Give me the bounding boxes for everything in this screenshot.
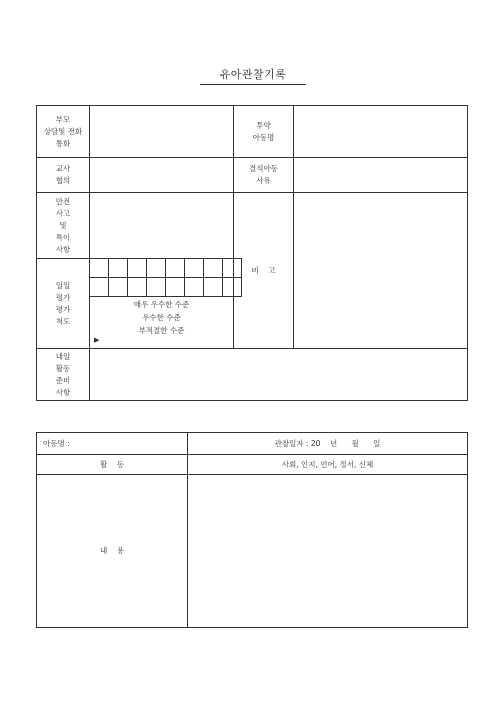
content-label: 내 용	[37, 475, 188, 628]
eval-grid-cell[interactable]	[147, 278, 166, 297]
scale-excellent: 매우 우수한 수준	[133, 300, 190, 309]
eval-grid-cell[interactable]	[128, 259, 147, 278]
domains-label: 사회, 인지, 언어, 정서, 신체	[188, 455, 468, 475]
eval-grid-cell[interactable]	[128, 278, 147, 297]
eval-grid-cell[interactable]	[109, 278, 128, 297]
page-title: 유아관찰기록	[219, 68, 287, 81]
remarks-field[interactable]	[294, 193, 468, 349]
eval-grid-cell[interactable]	[90, 278, 109, 297]
eval-grid-cell[interactable]	[90, 259, 109, 278]
absence-field[interactable]	[294, 158, 468, 193]
content-field[interactable]	[188, 475, 468, 628]
eval-grid-cell[interactable]	[166, 259, 185, 278]
child-name-label: 아동명 :	[37, 433, 188, 455]
title-underline	[200, 84, 306, 85]
activity-label: 활 동	[37, 455, 188, 475]
eval-scale-legend	[90, 298, 233, 337]
safety-field[interactable]	[90, 193, 234, 259]
tomorrow-prep-field[interactable]	[90, 349, 468, 401]
observation-table	[36, 432, 468, 628]
parent-consult-field[interactable]	[90, 106, 234, 158]
parent-consult-label: 부모 상담및 전화 통화	[37, 106, 90, 158]
scale-inadequate: 부적절한 수준	[138, 326, 185, 335]
eval-grid-cell[interactable]	[109, 259, 128, 278]
eval-grid-cell[interactable]	[223, 278, 242, 297]
absence-label: 결석아동 사유	[234, 158, 294, 193]
daily-eval-label: 일일 평가 평가 척도	[37, 259, 90, 349]
eval-grid-cell[interactable]	[185, 259, 204, 278]
teacher-meeting-field[interactable]	[90, 158, 234, 193]
eval-grid-cell[interactable]	[204, 278, 223, 297]
observation-date-label: 관찰일자 : 20 년 월 일	[188, 433, 468, 455]
eval-scale-cell	[90, 259, 234, 349]
tomorrow-prep-label: 내일 활동 준비 사항	[37, 349, 90, 401]
safety-label: 안전 사고 및 특이 사항	[37, 193, 90, 259]
eval-grid-cell[interactable]	[223, 259, 242, 278]
daily-record-table	[36, 105, 468, 401]
remarks-label: 비 고	[234, 193, 294, 349]
eval-grid	[89, 258, 242, 297]
scale-good: 우수한 수준	[142, 313, 181, 322]
teacher-meeting-label: 교사 협의	[37, 158, 90, 193]
eval-grid-cell[interactable]	[185, 278, 204, 297]
arrow-icon: ▶	[94, 336, 100, 344]
eval-grid-cell[interactable]	[147, 259, 166, 278]
eval-grid-cell[interactable]	[204, 259, 223, 278]
eval-grid-cell[interactable]	[166, 278, 185, 297]
medication-label: 투약 아동명	[234, 106, 294, 158]
medication-field[interactable]	[294, 106, 468, 158]
